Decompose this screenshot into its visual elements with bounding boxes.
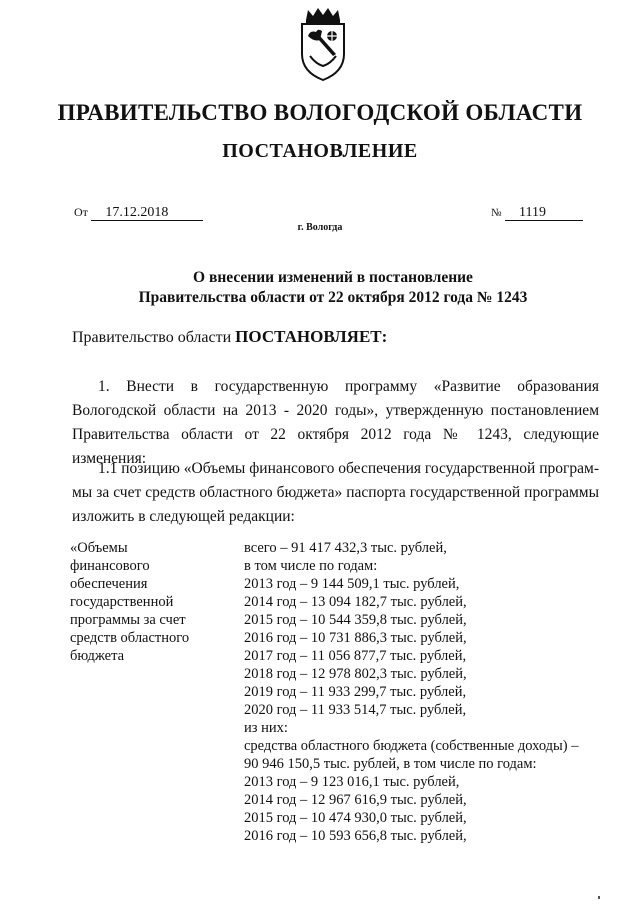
funding-value-line: 2013 год – 9 123 016,1 тыс. рублей, [244, 774, 460, 790]
funding-value-line: 2015 год – 10 544 359,8 тыс. рублей, [244, 612, 467, 628]
city-label: г. Вологда [297, 222, 343, 233]
funding-value-line: 2016 год – 10 731 886,3 тыс. рублей, [244, 630, 467, 646]
funding-value-line: в том числе по годам: [244, 558, 378, 574]
decree-prefix: Правительство области [72, 329, 232, 346]
funding-value-line: 2013 год – 9 144 509,1 тыс. рублей, [244, 576, 460, 592]
scan-mark [598, 896, 600, 899]
funding-value-line: из них: [244, 720, 288, 736]
subject-line-1: О внесении изменений в постановление [193, 269, 473, 286]
paragraph-1-body: Вологодской области на 2013 - 2020 годы», утвержденную постановлением Правительства области от 22 октября 2012 года № 1243, следующие изменения: [72, 402, 599, 467]
funding-label-line: бюджета [70, 648, 125, 664]
funding-table-label [70, 539, 235, 665]
funding-value-line: средства областного бюджета (собственные доходы) – [244, 738, 579, 754]
funding-label-line: средств областного [70, 630, 190, 646]
funding-value-line: 2015 год – 10 474 930,0 тыс. рублей, [244, 810, 467, 826]
funding-value-line: 90 946 150,5 тыс. рублей, в том числе по годам: [244, 756, 537, 772]
paragraph-1-1-body: мы за счет средств областного бюджета» паспорта государственной программы изложить в следующей редакции: [72, 484, 599, 525]
funding-value-line: всего – 91 417 432,3 тыс. рублей, [244, 540, 447, 556]
paragraph-1-1-first-line: 1.1 позицию «Объемы финансового обеспечения государственной програм- [98, 460, 599, 477]
number-label: № [491, 207, 502, 219]
funding-label-line: программы за счет [70, 612, 186, 628]
number-value: 1119 [505, 206, 583, 221]
funding-label-line: обеспечения [70, 576, 148, 592]
funding-value-line: 2016 год – 10 593 656,8 тыс. рублей, [244, 828, 467, 844]
funding-value-line: 2019 год – 11 933 299,7 тыс. рублей, [244, 684, 467, 700]
subject-line-2: Правительства области от 22 октября 2012 года № 1243 [138, 289, 528, 306]
coat-of-arms-icon [296, 6, 350, 82]
funding-value-line: 2017 год – 11 056 877,7 тыс. рублей, [244, 648, 467, 664]
document-subject [0, 268, 640, 308]
funding-label-line: государственной [70, 594, 174, 610]
funding-label-line: финансового [70, 558, 150, 574]
date-value: 17.12.2018 [91, 206, 203, 221]
government-title: ПРАВИТЕЛЬСТВО ВОЛОГОДСКОЙ ОБЛАСТИ [57, 100, 583, 125]
number-field [491, 205, 583, 221]
decree-line [72, 327, 387, 347]
date-label: От [74, 205, 88, 219]
funding-table-values [244, 539, 606, 845]
decree-verb: ПОСТАНОВЛЯЕТ: [235, 327, 388, 346]
funding-value-line: 2014 год – 12 967 616,9 тыс. рублей, [244, 792, 467, 808]
paragraph-1-first-line: 1. Внести в государственную программу «Развитие образования [98, 378, 599, 395]
funding-value-line: 2018 год – 12 978 802,3 тыс. рублей, [244, 666, 467, 682]
paragraph-1-1 [72, 457, 599, 529]
funding-value-line: 2020 год – 11 933 514,7 тыс. рублей, [244, 702, 467, 718]
date-field [74, 205, 203, 221]
funding-label-line: «Объемы [70, 540, 128, 556]
document-type: ПОСТАНОВЛЕНИЕ [222, 140, 418, 162]
funding-value-line: 2014 год – 13 094 182,7 тыс. рублей, [244, 594, 467, 610]
